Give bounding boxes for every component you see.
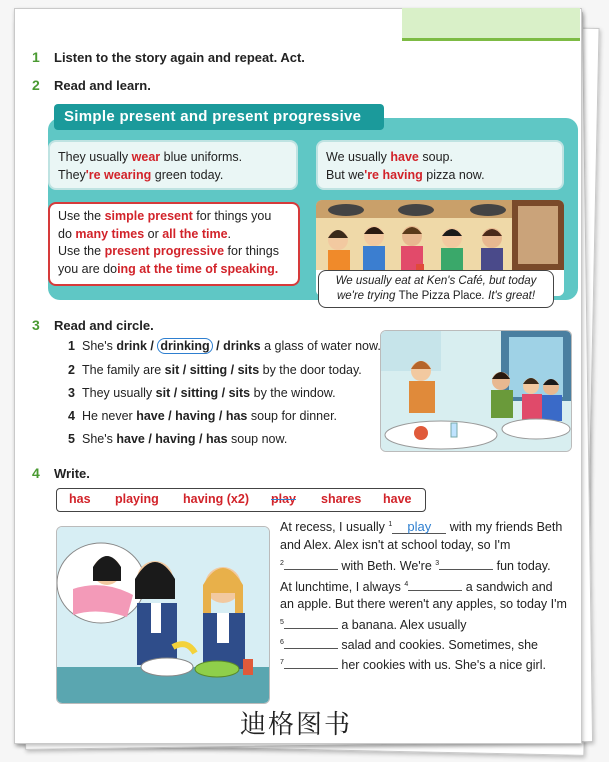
circle-item-1: 1 She's drink / drinking / drinks a glass of water now. <box>68 339 381 353</box>
story-line-2: and Alex. Alex isn't at school today, so I'm <box>280 538 511 552</box>
word-bank-item: playing <box>115 492 159 506</box>
story-line-1: At recess, I usually $^1$ play with my friends Beth <box>280 519 563 534</box>
circled-answer[interactable]: drinking <box>157 338 212 354</box>
header-strip <box>402 8 580 41</box>
rule-line: Use the simple present for things you <box>58 209 272 223</box>
exercise-2-number: 2 <box>32 77 40 93</box>
exercise-2-instruction: Read and learn. <box>54 78 151 93</box>
rule-box <box>48 202 300 286</box>
example-line: We usually have soup. <box>326 150 453 164</box>
word-bank-item: shares <box>321 492 362 506</box>
circle-item-4: 4 He never have / having / has soup for dinner. <box>68 409 338 423</box>
exercise-1-number: 1 <box>32 49 40 65</box>
exercise-3-instruction: Read and circle. <box>54 318 154 333</box>
word-bank-item-used: play <box>271 492 297 506</box>
example-line: They usually wear blue uniforms. <box>58 150 243 164</box>
answer-blank-6[interactable] <box>284 637 338 649</box>
bubble-line-2: we're trying The Pizza Place. It's great! <box>336 290 536 302</box>
word-bank-item: has <box>69 492 91 506</box>
rule-line: you are doing at the time of speaking. <box>58 261 279 276</box>
story-line-4: At lunchtime, I always $^4$ a sandwich and <box>280 580 553 594</box>
story-line-8: $^7$ her cookies with us. She's a nice girl. <box>280 658 546 672</box>
bubble-line-1: We usually eat at Ken's Café, but today <box>335 275 537 287</box>
answer-blank-3[interactable] <box>439 558 493 570</box>
worksheet-page <box>14 8 580 742</box>
circle-item-2: 2 The family are sit / sitting / sits by the door today. <box>68 363 362 377</box>
story-line-6: $^5$ a banana. Alex usually <box>280 618 467 632</box>
example-line: They're wearing green today. <box>58 168 224 182</box>
rule-line: Use the present progressive for things <box>58 244 279 258</box>
exercise-1-instruction: Listen to the story again and repeat. Act. <box>54 50 305 65</box>
school-lunch-illustration <box>56 526 270 704</box>
exercise-3-number: 3 <box>32 317 40 333</box>
answer-blank-1[interactable]: play <box>392 520 446 534</box>
story-line-7: $^6$ salad and cookies. Sometimes, she <box>280 638 539 652</box>
family-restaurant-illustration <box>380 330 572 452</box>
example-line: But we're having pizza now. <box>326 168 485 182</box>
example-box-uniforms <box>48 140 298 190</box>
answer-blank-4[interactable] <box>408 579 462 591</box>
example-box-soup <box>316 140 564 190</box>
grammar-panel-title: Simple present and present progressive <box>54 104 384 130</box>
answer-blank-2[interactable] <box>284 558 338 570</box>
watermark-text: 迪格图书 <box>240 710 353 740</box>
exercise-4-instruction: Write. <box>54 466 90 481</box>
answer-blank-5[interactable] <box>284 617 338 629</box>
word-bank-item: having (x2) <box>183 492 249 506</box>
story-line-5: an apple. But there weren't any apples, so today I'm <box>280 597 567 611</box>
rule-line: do many times or all the time. <box>58 226 232 241</box>
circle-item-3: 3 They usually sit / sitting / sits by the window. <box>68 386 336 400</box>
word-bank-item: have <box>383 492 412 506</box>
answer-blank-7[interactable] <box>284 657 338 669</box>
speech-bubble <box>318 270 554 308</box>
story-line-3: $^2$ with Beth. We're $^3$ fun today. <box>280 559 551 573</box>
word-bank <box>56 488 426 512</box>
circle-item-5: 5 She's have / having / has soup now. <box>68 432 288 446</box>
exercise-4-number: 4 <box>32 465 40 481</box>
